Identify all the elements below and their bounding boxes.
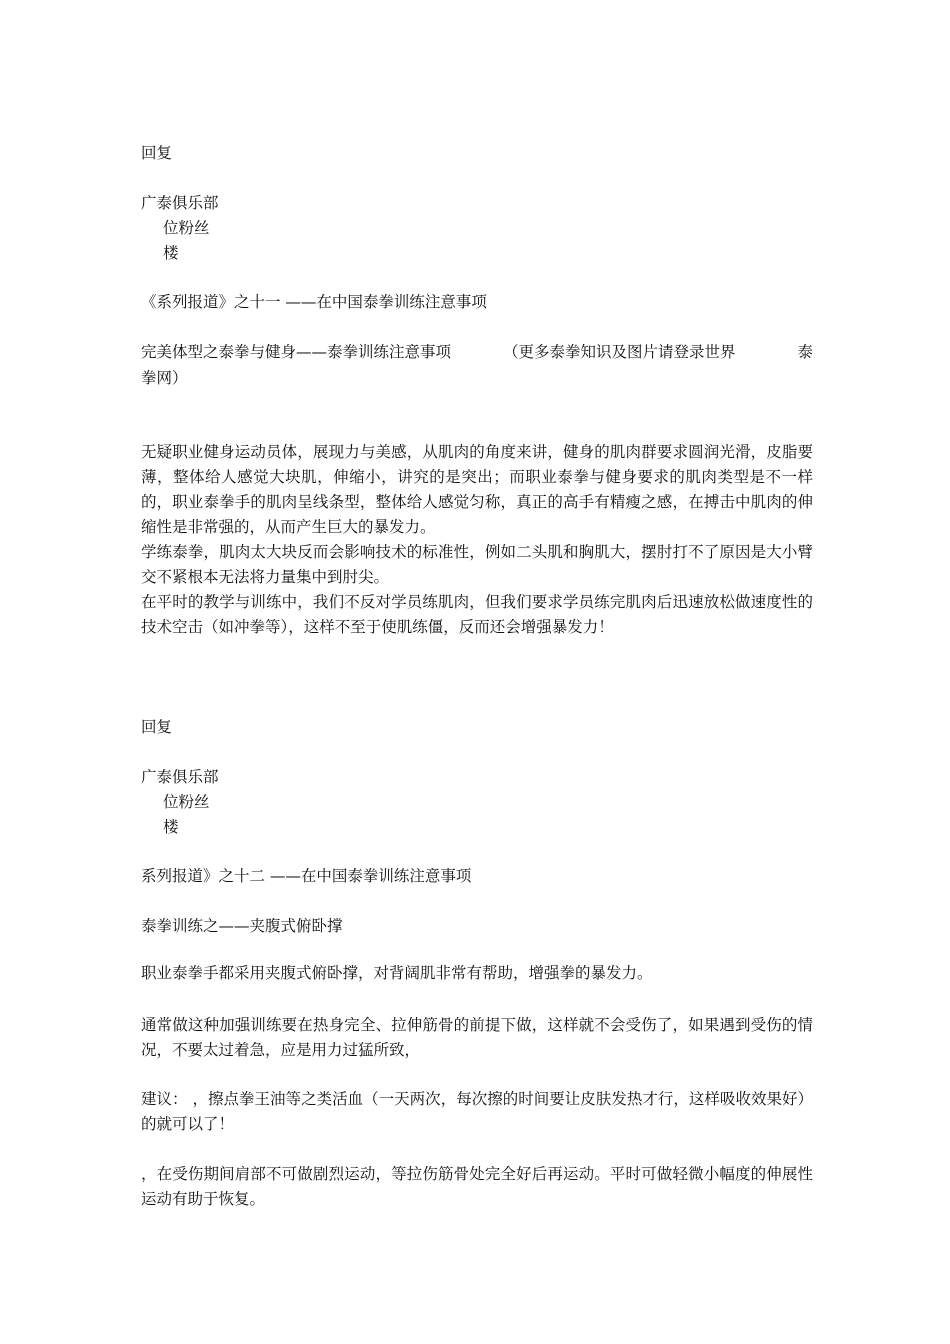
body-paragraph: 在平时的教学与训练中，我们不反对学员练肌肉，但我们要求学员练完肌肉后迅速放松做速度性的技术空击（如冲拳等），这样不至于使肌练僵，反而还会增强暴发力！	[141, 593, 813, 636]
body-paragraph: 学练泰拳，肌肉太大块反而会影响技术的标准性，例如二头肌和胸肌大，摆肘打不了原因是大小臂交不紧根本无法将力量集中到肘尖。	[141, 543, 813, 586]
reply-link[interactable]: 回复	[141, 718, 173, 736]
subtitle-text: 完美体型之泰拳与健身——泰拳训练注意事项	[141, 343, 452, 361]
body-paragraph: ，在受伤期间肩部不可做剧烈运动，等拉伤筋骨处完全好后再运动。平时可做轻微小幅度的伸展性运动有助于恢复。	[141, 1165, 813, 1208]
floor-label: 楼	[163, 244, 179, 262]
body-paragraph: 职业泰拳手都采用夹腹式俯卧撑，对背阔肌非常有帮助，增强拳的暴发力。	[141, 964, 653, 982]
subtitle-more-info: （更多泰拳知识及图片请登录世界	[503, 343, 736, 361]
floor-label: 楼	[163, 818, 179, 836]
subtitle-tail: 泰	[797, 343, 813, 361]
fans-count: 位粉丝	[163, 793, 210, 811]
body-paragraph: 建议： ，擦点拳王油等之类活血（一天两次，每次擦的时间要让皮肤发热才行，这样吸收效果好）的就可以了！	[141, 1090, 813, 1133]
subtitle-line	[141, 340, 813, 365]
club-name[interactable]: 广泰俱乐部	[141, 194, 219, 212]
series-title: 系列报道》之十二 ——在中国泰拳训练注意事项	[141, 867, 472, 885]
club-name[interactable]: 广泰俱乐部	[141, 768, 219, 786]
fans-count: 位粉丝	[163, 219, 210, 237]
series-title: 《系列报道》之十一 ——在中国泰拳训练注意事项	[141, 293, 487, 311]
body-paragraph: 无疑职业健身运动员体，展现力与美感，从肌肉的角度来讲，健身的肌肉群要求圆润光滑，皮脂要薄，整体给人感觉大块肌，伸缩小，讲究的是突出；而职业泰拳与健身要求的肌肉类型是不一样的，职业泰拳手的肌肉呈线条型，整体给人感觉匀称，真正的高手有精瘦之感，在搏击中肌肉的伸缩性是非常强的，从而产生巨大的暴发力。	[141, 443, 813, 536]
subtitle-continuation: 拳网）	[141, 369, 188, 387]
subtitle-text: 泰拳训练之——夹腹式俯卧撑	[141, 917, 343, 935]
reply-link[interactable]: 回复	[141, 144, 173, 162]
body-paragraph: 通常做这种加强训练要在热身完全、拉伸筋骨的前提下做，这样就不会受伤了，如果遇到受伤的情况，不要太过着急，应是用力过猛所致，	[141, 1016, 813, 1059]
